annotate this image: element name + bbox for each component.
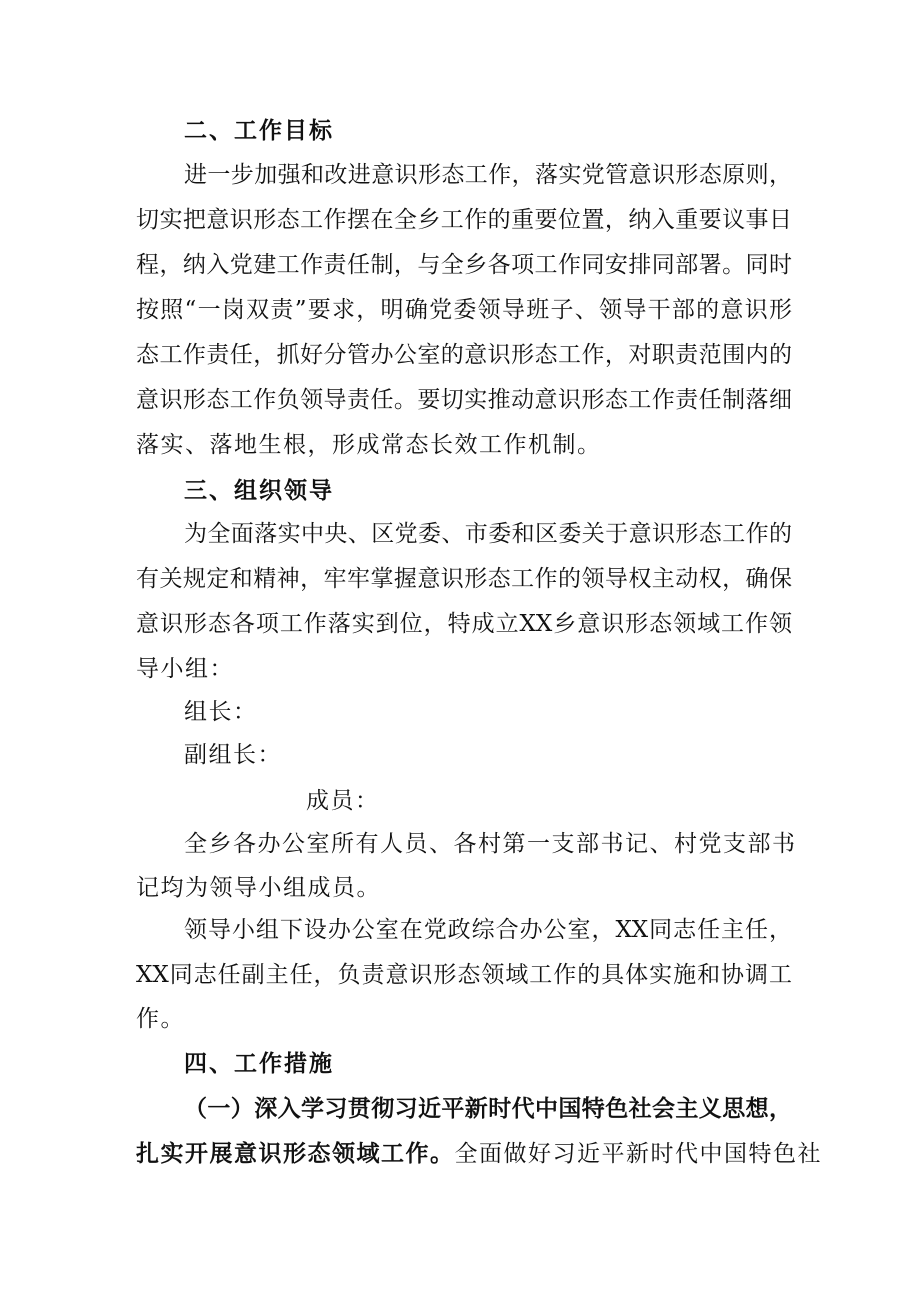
paragraph-line: 领导小组下设办公室在党政综合办公室，XX同志任主任， bbox=[184, 917, 792, 943]
section-3-heading: 三、组织领导 bbox=[184, 477, 334, 504]
paragraph-line: 态工作责任，抓好分管办公室的意识形态工作，对职责范围内的 bbox=[136, 342, 792, 368]
measure-1-title-end: 扎实开展意识形态领域工作。 bbox=[136, 1140, 455, 1167]
section-2-heading: 二、工作目标 bbox=[184, 117, 334, 144]
paragraph-line: 切实把意识形态工作摆在全乡工作的重要位置，纳入重要议事日 bbox=[136, 207, 792, 233]
paragraph-line: 有关规定和精神，牢牢掌握意识形态工作的领导权主动权，确保 bbox=[136, 566, 792, 592]
leader-label: 组长： bbox=[184, 699, 258, 725]
paragraph-line: XX同志任副主任，负责意识形态领域工作的具体实施和协调工 bbox=[136, 962, 792, 988]
paragraph-line: 进一步加强和改进意识形态工作，落实党管意识形态原则， bbox=[184, 162, 792, 188]
paragraph-line: 按照“一岗双责”要求，明确党委领导班子、领导干部的意识形 bbox=[136, 297, 792, 323]
paragraph-line: 落实、落地生根，形成常态长效工作机制。 bbox=[136, 432, 602, 458]
paragraph-line: 全乡各办公室所有人员、各村第一支部书记、村党支部书 bbox=[184, 831, 797, 857]
measure-1-line bbox=[136, 1139, 822, 1169]
section-4-heading: 四、工作措施 bbox=[184, 1050, 334, 1077]
measure-1-text: 全面做好习近平新时代中国特色社 bbox=[454, 1141, 822, 1167]
paragraph-line: 意识形态工作负领导责任。要切实推动意识形态工作责任制落细 bbox=[136, 387, 792, 413]
members-label: 成员： bbox=[306, 788, 380, 814]
paragraph-line: 为全面落实中央、区党委、市委和区委关于意识形态工作的 bbox=[184, 521, 792, 547]
measure-1-title-line: （一）深入学习贯彻习近平新时代中国特色社会主义思想， bbox=[184, 1095, 792, 1122]
paragraph-line: 导小组： bbox=[136, 656, 234, 682]
paragraph-line: 作。 bbox=[136, 1006, 185, 1032]
paragraph-line: 意识形态各项工作落实到位，特成立XX乡意识形态领域工作领 bbox=[136, 611, 792, 637]
deputy-leader-label: 副组长： bbox=[184, 742, 282, 768]
paragraph-line: 程，纳入党建工作责任制，与全乡各项工作同安排同部署。同时 bbox=[136, 252, 792, 278]
paragraph-line: 记均为领导小组成员。 bbox=[136, 875, 381, 901]
